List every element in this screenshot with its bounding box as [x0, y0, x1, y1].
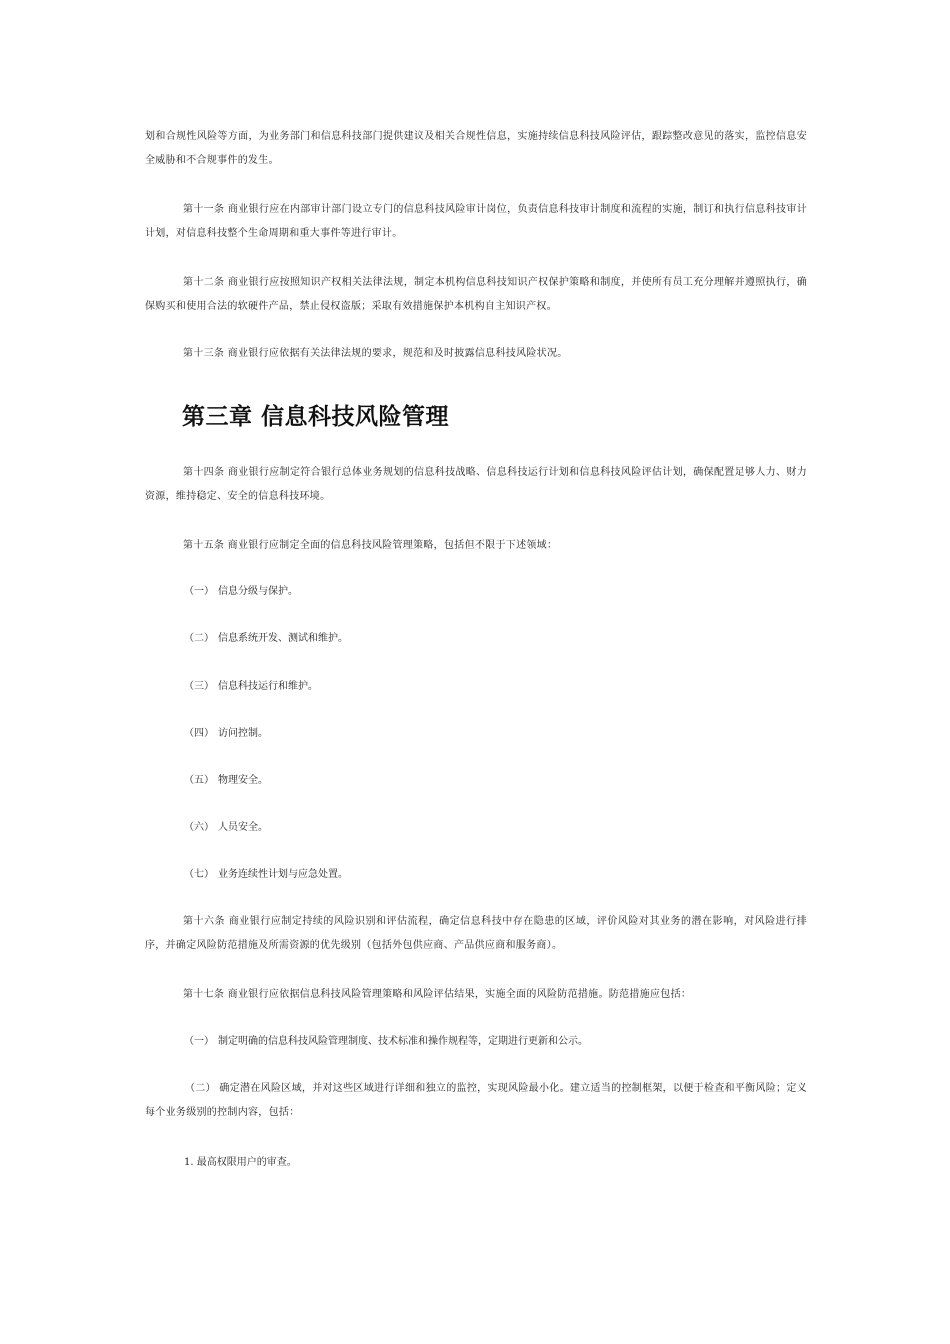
list-item-mark: （五） — [184, 775, 214, 786]
list-item-text: 制定明确的信息科技风险管理制度、技术标准和操作规程等，定期进行更新和公示。 — [218, 1036, 588, 1047]
list-item-mark: （三） — [184, 681, 214, 692]
list-item-text: 业务连续性计划与应急处置。 — [218, 869, 348, 880]
article-14: 第十四条 商业银行应制定符合银行总体业务规划的信息科技战略、信息科技运行计划和信息科技风险评估计划，确保配置足够人力、财力资源，维持稳定、安全的信息科技环境。 — [145, 467, 807, 502]
list-item — [184, 585, 298, 599]
article-15: 第十五条 商业银行应制定全面的信息科技风险管理策略，包括但不限于下述领域： — [183, 540, 558, 551]
article-16: 第十六条 商业银行应制定持续的风险识别和评估流程，确定信息科技中存在隐患的区域，评价风险对其业务的潜在影响，对风险进行排序，并确定风险防范措施及所需资源的优先级别（包括外包供应商、产品供应商和服务商）。 — [145, 916, 807, 951]
article-17: 第十七条 商业银行应依据信息科技风险管理策略和风险评估结果，实施全面的风险防范措施。防范措施应包括： — [183, 989, 692, 1000]
list-item-text: 人员安全。 — [218, 822, 268, 833]
list-item-mark: （一） — [184, 1036, 214, 1047]
article-11: 第十一条 商业银行应在内部审计部门设立专门的信息科技风险审计岗位，负责信息科技审计制度和流程的实施，制订和执行信息科技审计计划，对信息科技整个生命周期和重大事件等进行审计。 — [145, 204, 807, 239]
list-item — [184, 632, 348, 646]
list-item — [184, 868, 348, 882]
list-item-text: 访问控制。 — [218, 728, 268, 739]
list-item — [184, 821, 268, 835]
article-17-item-2: （二） 确定潜在风险区域，并对这些区域进行详细和独立的监控，实现风险最小化。建立适当的控制框架，以便于检查和平衡风险；定义每个业务级别的控制内容，包括： — [145, 1083, 807, 1118]
list-item — [184, 1035, 588, 1049]
list-item-mark: （七） — [184, 869, 214, 880]
list-item-text: 信息科技运行和维护。 — [218, 681, 318, 692]
article-12: 第十二条 商业银行应按照知识产权相关法律法规，制定本机构信息科技知识产权保护策略和制度，并使所有员工充分理解并遵照执行，确保购买和使用合法的软硬件产品，禁止侵权盗版；采取有效措施保护本机构自主知识产权。 — [145, 277, 807, 312]
article-13: 第十三条 商业银行应依据有关法律法规的要求，规范和及时披露信息科技风险状况。 — [183, 348, 568, 359]
list-item-mark: （六） — [184, 822, 214, 833]
list-item-mark: （一） — [184, 586, 214, 597]
list-item — [184, 680, 318, 694]
list-item-mark: （二） — [184, 633, 214, 644]
list-item — [184, 727, 268, 741]
list-item-text: 信息分级与保护。 — [218, 586, 298, 597]
list-item-mark: （四） — [184, 728, 214, 739]
list-item-text: 物理安全。 — [218, 775, 268, 786]
paragraph-continued: 划和合规性风险等方面，为业务部门和信息科技部门提供建议及相关合规性信息，实施持续信息科技风险评估，跟踪整改意见的落实，监控信息安全威胁和不合规事件的发生。 — [145, 131, 807, 166]
chapter-3-title: 第三章 信息科技风险管理 — [182, 404, 450, 430]
list-item — [184, 774, 268, 788]
sub-item-1: 1. 最高权限用户的审查。 — [184, 1157, 297, 1168]
list-item-text: 信息系统开发、测试和维护。 — [218, 633, 348, 644]
